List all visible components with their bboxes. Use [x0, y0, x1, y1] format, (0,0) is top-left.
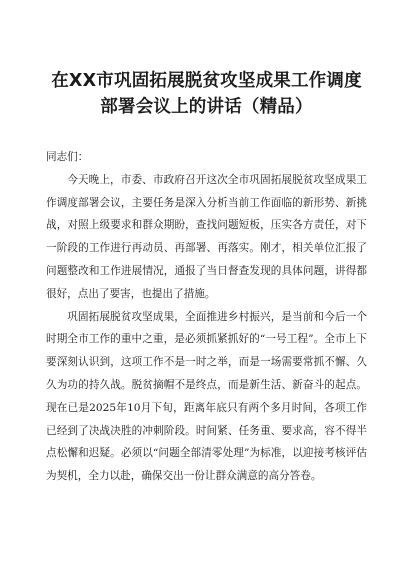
document-title: [46, 68, 367, 120]
paragraph-1: 今天晚上，市委、市政府召开这次全市巩固拓展脱贫攻坚成果工作调度部署会议，主要任务是深入分析当前工作面临的新形势、新挑战，对照上级要求和群众期盼，查找问题短板，压实各方责任，对下一阶段的工作进行再动员、再部署、再落实。刚才，相关单位汇报了问题整改和工作进展情况，通报了当日督查发现的具体问题，讲得都很好，点出了要害，也提出了措施。: [46, 173, 367, 300]
title-line-1: 在XX市巩固拓展脱贫攻坚成果工作调度: [51, 71, 362, 91]
title-line-2: 部署会议上的讲话（精品）: [100, 97, 313, 117]
paragraph-2: 巩固拓展脱贫攻坚成果，全面推进乡村振兴，是当前和今后一个时期全市工作的重中之重，是必须抓紧抓好的“一号工程”。全市上下要深刻认识到，这项工作不是一时之举，而是一场需要常抓不懈、久久为功的持久战。脱贫摘帽不是终点，而是新生活、新奋斗的起点。现在已是2025年10月下旬，距离年底只有两个多月时间，各项工作已经到了决战决胜的冲刺阶段。时间紧、任务重、要求高，容不得半点松懈和迟疑。必须以“问题全部清零处理”为标准，以迎接考核评估为契机，全力以赴，确保交出一份让群众满意的高分答卷。: [46, 310, 367, 483]
salutation: 同志们：: [46, 151, 89, 163]
